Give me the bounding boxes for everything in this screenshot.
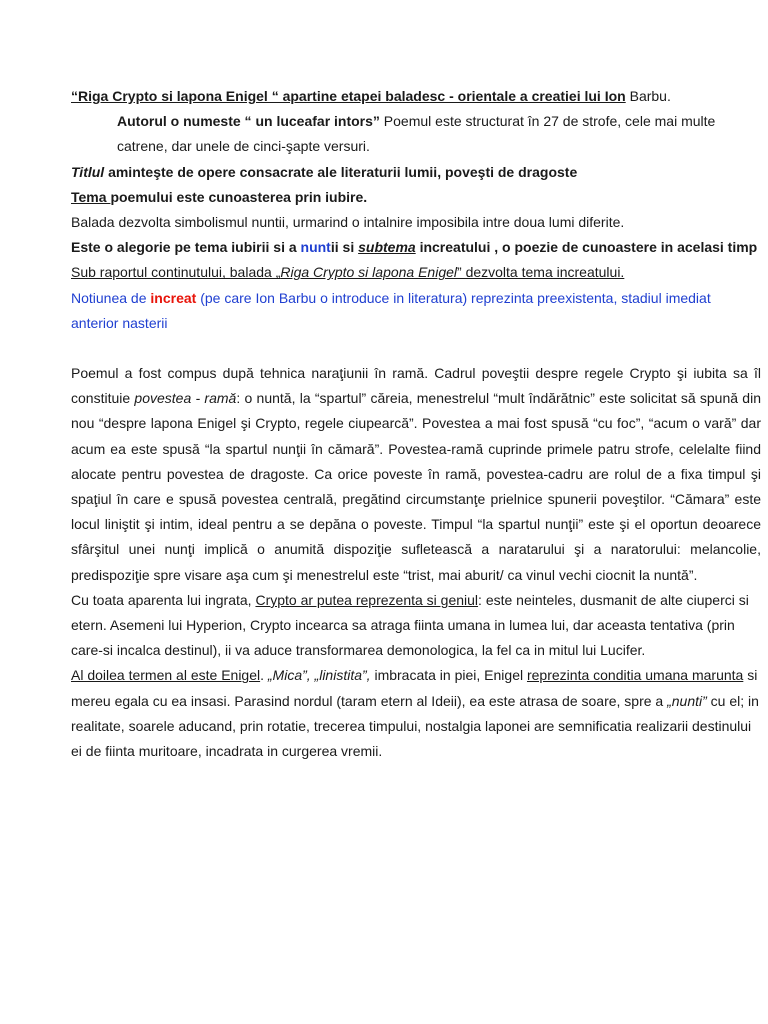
text-run: Notiunea de [71,289,151,306]
bold-run: si [338,239,359,256]
text-run: Barbu. [625,88,671,104]
underlined-run: Sub raportul continutului, balada „ [71,264,281,281]
italic-run: Titlul [71,163,105,180]
paragraph-alegorie [71,235,761,285]
underlined-run: ” dezvolta tema increatului. [457,264,625,281]
underlined-run: Tema [71,188,111,205]
text-run: : o nuntă, la “spartul” căreia, menestrelul “mult îndărătnic” este solicitat să spună din nou “despre lapona Enigel şi Crypto, regele ciupearcă”. Povestea a mai fost spusă “cu foc”, “acum o vară” dar acum ea este spusă “la spartul nunţii în cămară”. Povestea-ramă cuprinde primele patru strofe, celelalte fiind alocate pentru povestea de dragoste. Ca orice poveste în ramă, povestea-cadru are rolul de a fixa timpul şi spaţiul în care e spusă povestea centrală, pregătind circumstanţe prielnice spunerii poveştilor. “Cămara” este locul liniştit şi intim, ideal pentru a se depăna o poveste. Timpul “la spartul nunţii” este şi el oportun deoarece sfârşitul unei nunţi implică o anumită dispoziţie sufletească a naratarului şi a naratorului: melancolie, predispoziţie spre visare aşa cum şi menestrelul este “trist, mai aburit/ ca vinul vechi ciocnit la nuntă”. [71,390,761,583]
blank-line [71,336,761,361]
bold-run: Este o alegorie pe tema iubirii si a [71,239,301,256]
text-run: . [260,667,268,684]
text-run: si mereu egala cu ea insasi. Parasind nordul (taram etern al Ideii), ea este atrasa de soare, spre a [71,667,758,709]
text-run: poemului este cunoasterea prin iubire. [110,188,368,205]
underlined-run: reprezinta conditia umana marunta [526,667,744,684]
paragraph-notiunea [71,286,761,336]
paragraph-author [71,109,761,159]
underlined-run: Crypto ar putea reprezenta si geniul [255,591,479,608]
text-run: Poemul este structurat în 27 de strofe, cele mai multe catrene, dar unele de cinci-şapte versuri. [117,113,716,155]
text-run: : este neinteles, dusmanit de alte ciuperci si etern. Asemeni lui Hyperion, Crypto incearca sa atraga fiinta umana in lumea lui, dar aceasta tentativa (prin care-si incalca destinul), ii va aduce transformarea demonologica, la fel ca in mitul lui Lucifer. [71,591,749,659]
paragraph-titlul [71,160,761,185]
subtema-run: subtema [358,239,416,256]
paragraph-balada: Balada dezvolta simbolismul nuntii, urmarind o intalnire imposibila intre doua lumi diferite. [71,214,625,231]
text-run: aminteşte de opere consacrate ale literaturii lumii, poveşti de dragoste [104,163,578,180]
underlined-italic-run: Riga Crypto si lapona Enigel [280,264,458,281]
bold-run: increatului , o poezie de cunoastere in acelasi timp [415,239,758,256]
paragraph-poemul [71,361,761,588]
underlined-run: Al doilea termen al este Enigel [71,667,261,684]
italic-run: „nunti” [667,692,707,709]
paragraph-crypto [71,588,761,664]
highlight-nunt: nunt [300,239,331,256]
paragraph-title [71,84,761,109]
text-run: imbracata in piei, Enigel [370,667,527,684]
bold-run: ii [330,239,339,256]
italic-run: povestea - ramă [134,390,237,407]
paragraph-enigel [71,663,761,764]
poem-title-statement: “Riga Crypto si lapona Enigel “ apartine etapei baladesc - orientale a creatiei lui Ion [71,88,626,104]
italic-run: „Mica”, „linistita”, [267,667,371,684]
text-run: Cu toata aparenta lui ingrata, [71,591,256,608]
highlight-increat: increat [150,289,197,306]
text-run: (pe care Ion Barbu o introduce in literatura) reprezinta preexistenta, stadiul imediat anterior nasterii [71,289,711,331]
text-run: cu el; in realitate, soarele aducand, prin rotatie, trecerea timpului, nostalgia laponei are semnificatia realizarii destinului ei de fiinta muritoare, incadrata in curgerea vremii. [71,692,759,760]
text-run: Poemul a fost compus după tehnica naraţiunii în ramă. Cadrul poveştii despre regele Crypto şi iubita sa îl constituie [71,365,761,407]
paragraph-tema [71,185,761,210]
bold-run: Autorul o numeste “ un luceafar intors” [117,113,380,130]
document-body [71,84,761,764]
